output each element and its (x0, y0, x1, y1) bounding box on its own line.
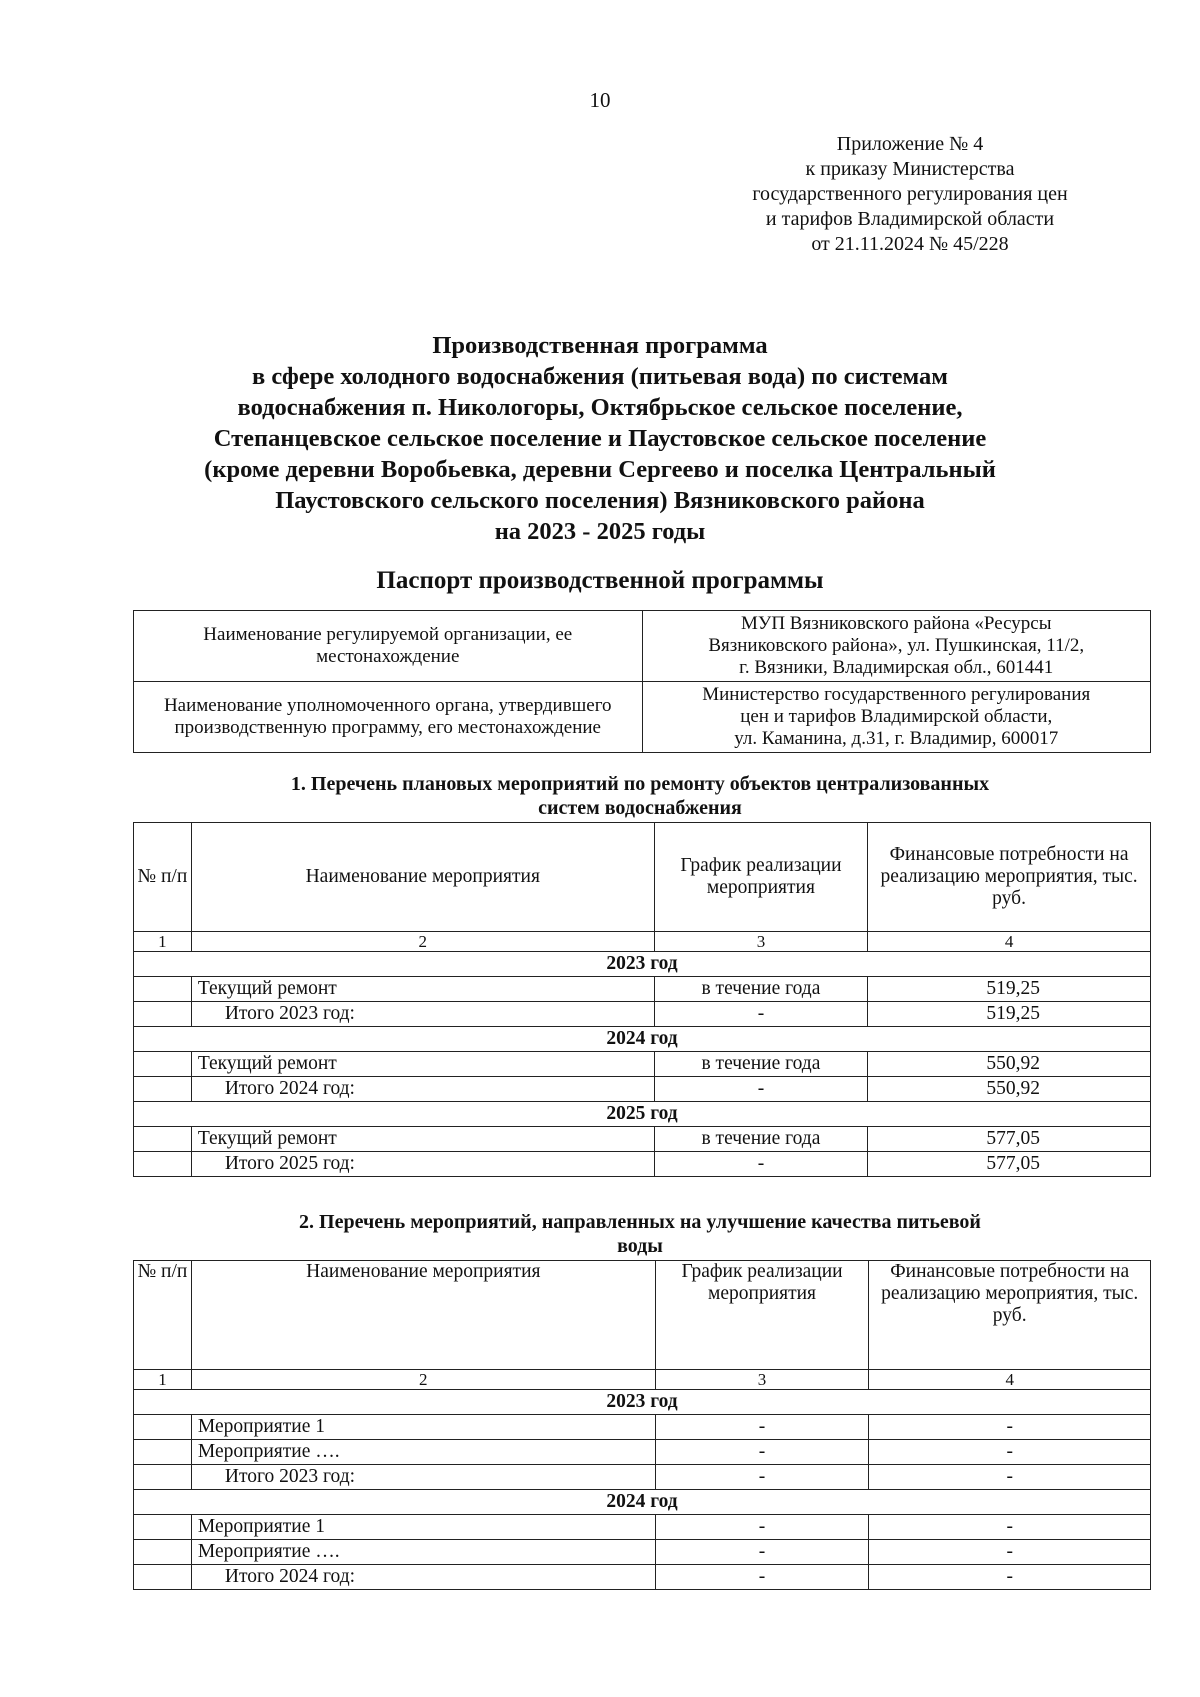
passport-table (133, 610, 1151, 753)
total-row (134, 1077, 1151, 1102)
header-num: № п/п (134, 823, 192, 932)
section1-heading (130, 772, 1150, 820)
total-label: Итого 2024 год: (191, 1077, 654, 1102)
col-number: 4 (869, 1370, 1151, 1390)
total-label: Итого 2023 год: (191, 1465, 655, 1490)
passport-label: Наименование регулируемой организации, ее местонахождение (134, 611, 643, 682)
passport-row (134, 682, 1151, 753)
title-line: Паустовского сельского поселения) Вязниковского района (275, 487, 925, 514)
passport-label: Наименование уполномоченного органа, утвердившего производственную программу, его местонахождение (134, 682, 643, 753)
total-schedule: - (654, 1002, 867, 1027)
year-label: 2023 год (134, 1390, 1151, 1415)
header-finance: Финансовые потребности на реализацию мероприятия, тыс. руб. (868, 823, 1151, 932)
title-line: Производственная программа (432, 332, 768, 359)
total-row (134, 1002, 1151, 1027)
year-row (134, 1102, 1151, 1127)
passport-value (642, 611, 1151, 682)
passport-value-line: г. Вязники, Владимирская обл., 601441 (739, 657, 1054, 678)
section-heading-line: 1. Перечень плановых мероприятий по ремонту объектов централизованных (290, 773, 990, 795)
total-row (134, 1465, 1151, 1490)
title-line: водоснабжения п. Никологоры, Октябрьское сельское поселение, (237, 394, 963, 421)
passport-value-line: ул. Каманина, д.31, г. Владимир, 600017 (734, 728, 1059, 749)
item-amount: - (869, 1415, 1151, 1440)
item-schedule: - (655, 1415, 869, 1440)
section-heading-line: систем водоснабжения (538, 797, 742, 819)
total-amount: - (869, 1465, 1151, 1490)
total-amount: 577,05 (868, 1152, 1151, 1177)
table-header-row (134, 823, 1151, 932)
cell-empty (134, 1052, 192, 1077)
appendix-reference (720, 132, 1100, 257)
year-row (134, 1027, 1151, 1052)
col-number: 4 (868, 932, 1151, 952)
item-amount: - (869, 1440, 1151, 1465)
passport-value-line: цен и тарифов Владимирской области, (740, 706, 1053, 727)
year-label: 2024 год (134, 1490, 1151, 1515)
cell-empty (134, 1565, 192, 1590)
title-line: на 2023 - 2025 годы (494, 518, 706, 545)
repair-plan-table (133, 822, 1151, 1177)
year-row (134, 952, 1151, 977)
year-label: 2023 год (134, 952, 1151, 977)
table-header-row (134, 1261, 1151, 1370)
cell-empty (134, 1415, 192, 1440)
section-heading-line: 2. Перечень мероприятий, направленных на улучшение качества питьевой (299, 1211, 981, 1233)
year-row (134, 1390, 1151, 1415)
cell-empty (134, 1127, 192, 1152)
appendix-line: от 21.11.2024 № 45/228 (811, 233, 1009, 255)
table-row (134, 1127, 1151, 1152)
table-row (134, 977, 1151, 1002)
passport-value-line: Вязниковского района», ул. Пушкинская, 11/2, (708, 635, 1085, 656)
item-amount: 577,05 (868, 1127, 1151, 1152)
title-line: Степанцевское сельское поселение и Паустовское сельское поселение (213, 425, 987, 452)
header-name: Наименование мероприятия (191, 1261, 655, 1370)
header-schedule: График реализации мероприятия (655, 1261, 869, 1370)
section2-heading (130, 1210, 1150, 1258)
total-row (134, 1152, 1151, 1177)
item-schedule: - (655, 1515, 869, 1540)
document-title (130, 330, 1070, 547)
col-number: 3 (654, 932, 867, 952)
item-name: Мероприятие …. (191, 1440, 655, 1465)
col-number: 2 (191, 932, 654, 952)
item-name: Текущий ремонт (191, 1127, 654, 1152)
col-number: 1 (134, 1370, 192, 1390)
appendix-line: государственного регулирования цен (752, 183, 1068, 205)
col-number: 1 (134, 932, 192, 952)
item-name: Текущий ремонт (191, 977, 654, 1002)
cell-empty (134, 1440, 192, 1465)
header-num: № п/п (134, 1261, 192, 1370)
col-number: 3 (655, 1370, 869, 1390)
header-schedule: График реализации мероприятия (654, 823, 867, 932)
cell-empty (134, 1077, 192, 1102)
item-amount: 519,25 (868, 977, 1151, 1002)
total-label: Итого 2023 год: (191, 1002, 654, 1027)
table-row (134, 1415, 1151, 1440)
table-row (134, 1540, 1151, 1565)
total-schedule: - (654, 1077, 867, 1102)
table-row (134, 1440, 1151, 1465)
item-name: Текущий ремонт (191, 1052, 654, 1077)
cell-empty (134, 977, 192, 1002)
cell-empty (134, 1002, 192, 1027)
total-amount: - (869, 1565, 1151, 1590)
total-label: Итого 2024 год: (191, 1565, 655, 1590)
table-row (134, 1515, 1151, 1540)
item-name: Мероприятие 1 (191, 1515, 655, 1540)
title-line: в сфере холодного водоснабжения (питьевая вода) по системам (252, 363, 948, 390)
item-schedule: - (655, 1440, 869, 1465)
water-quality-table (133, 1260, 1151, 1590)
cell-empty (134, 1465, 192, 1490)
cell-empty (134, 1152, 192, 1177)
total-schedule: - (655, 1565, 869, 1590)
item-schedule: в течение года (654, 977, 867, 1002)
cell-empty (134, 1540, 192, 1565)
item-schedule: - (655, 1540, 869, 1565)
item-amount: - (869, 1515, 1151, 1540)
item-amount: 550,92 (868, 1052, 1151, 1077)
column-number-row (134, 1370, 1151, 1390)
total-amount: 519,25 (868, 1002, 1151, 1027)
header-name: Наименование мероприятия (191, 823, 654, 932)
year-label: 2025 год (134, 1102, 1151, 1127)
total-label: Итого 2025 год: (191, 1152, 654, 1177)
total-schedule: - (655, 1465, 869, 1490)
title-line: (кроме деревни Воробьевка, деревни Сергеево и поселка Центральный (204, 456, 996, 483)
passport-value-line: Министерство государственного регулирования (702, 684, 1091, 705)
passport-value-line: МУП Вязниковского района «Ресурсы (740, 613, 1052, 634)
col-number: 2 (191, 1370, 655, 1390)
item-name: Мероприятие …. (191, 1540, 655, 1565)
passport-title: Паспорт производственной программы (376, 567, 824, 594)
item-schedule: в течение года (654, 1127, 867, 1152)
passport-row (134, 611, 1151, 682)
year-row (134, 1490, 1151, 1515)
item-schedule: в течение года (654, 1052, 867, 1077)
table-row (134, 1052, 1151, 1077)
appendix-line: Приложение № 4 (836, 133, 984, 155)
total-schedule: - (654, 1152, 867, 1177)
section-heading-line: воды (617, 1235, 663, 1257)
item-name: Мероприятие 1 (191, 1415, 655, 1440)
total-amount: 550,92 (868, 1077, 1151, 1102)
item-amount: - (869, 1540, 1151, 1565)
page-number: 10 (589, 88, 611, 112)
year-label: 2024 год (134, 1027, 1151, 1052)
cell-empty (134, 1515, 192, 1540)
header-finance: Финансовые потребности на реализацию мероприятия, тыс. руб. (869, 1261, 1151, 1370)
column-number-row (134, 932, 1151, 952)
appendix-line: и тарифов Владимирской области (765, 208, 1055, 230)
passport-value (642, 682, 1151, 753)
appendix-line: к приказу Министерства (805, 158, 1015, 180)
total-row (134, 1565, 1151, 1590)
